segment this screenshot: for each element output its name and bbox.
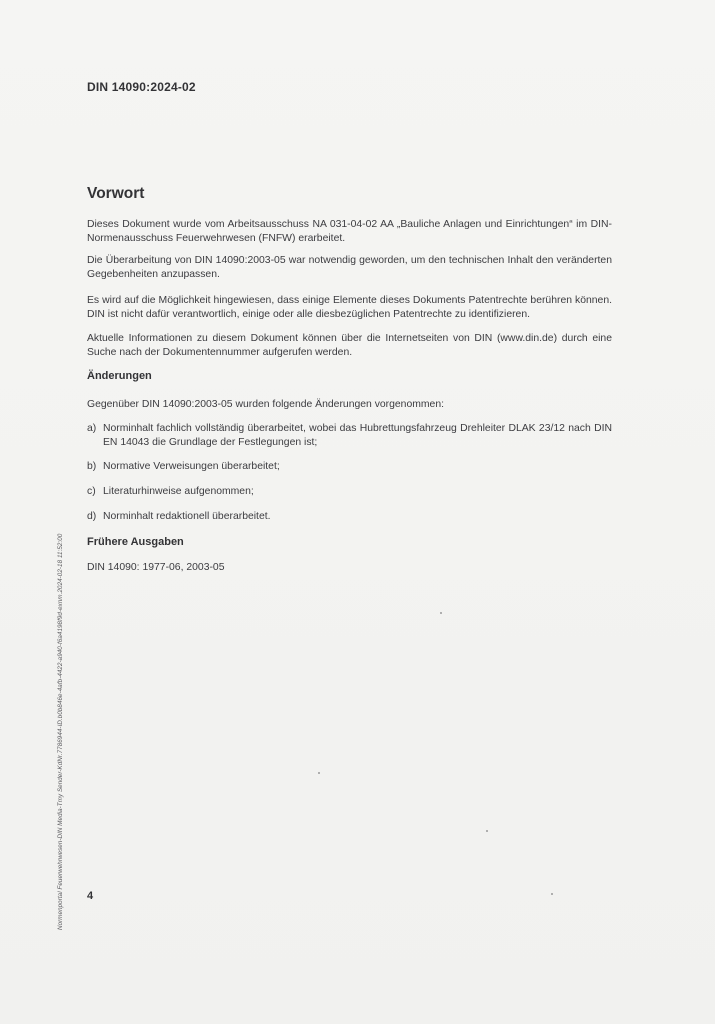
- paragraph-information: Aktuelle Informationen zu diesem Dokument können über die Internetseiten von DIN (www.din.de) durch eine Suche nach der Dokumentennummer aufgerufen werden.: [87, 333, 612, 358]
- list-item: [87, 510, 612, 524]
- editions-heading: Frühere Ausgaben: [87, 536, 184, 548]
- changes-heading: Änderungen: [87, 370, 152, 382]
- page-number: 4: [87, 890, 94, 902]
- list-item-text: Normative Verweisungen überarbeitet;: [103, 461, 280, 472]
- scan-speck: [318, 772, 320, 774]
- list-item: [87, 485, 612, 499]
- list-marker: c): [87, 486, 96, 497]
- list-item: [87, 422, 612, 450]
- side-stamp: Normenportal Feuerwehrwesen-DIN Media-Tmy Sender-KdNr.7786944-ID.b0b846e-4afb-4422-a940-f6a4198f9d-exnm.2024-02-18 11:52:00: [57, 533, 64, 930]
- document-id: DIN 14090:2024-02: [87, 80, 196, 94]
- scan-speck: [551, 893, 553, 895]
- list-item: [87, 460, 612, 474]
- list-item-text: Literaturhinweise aufgenommen;: [103, 486, 254, 497]
- list-item-text: Norminhalt redaktionell überarbeitet.: [103, 511, 271, 522]
- paragraph-patents: Es wird auf die Möglichkeit hingewiesen, dass einige Elemente dieses Dokuments Patentrechte berühren können. DIN ist nicht dafür verantwortlich, einige oder alle diesbezüglichen Patentrechte zu identifizieren.: [87, 295, 612, 320]
- scan-speck: [486, 830, 488, 832]
- scan-speck: [440, 612, 442, 614]
- list-marker: d): [87, 511, 97, 522]
- list-marker: b): [87, 461, 97, 472]
- foreword-heading: Vorwort: [87, 185, 145, 202]
- paragraph-committee: Dieses Dokument wurde vom Arbeitsausschuss NA 031-04-02 AA „Bauliche Anlagen und Einrichtungen“ im DIN-Normenausschuss Feuerwehrwesen (FNFW) erarbeitet.: [87, 219, 612, 244]
- list-item-text: Norminhalt fachlich vollständig überarbeitet, wobei das Hubrettungsfahrzeug Drehleiter DLAK 23/12 nach DIN EN 14043 die Grundlage der Festlegungen ist;: [103, 423, 612, 448]
- paragraph-revision: Die Überarbeitung von DIN 14090:2003-05 war notwendig geworden, um den technischen Inhalt den veränderten Gegebenheiten anzupassen.: [87, 255, 612, 280]
- changes-intro: Gegenüber DIN 14090:2003-05 wurden folgende Änderungen vorgenommen:: [87, 399, 444, 410]
- editions-text: DIN 14090: 1977-06, 2003-05: [87, 562, 225, 573]
- list-marker: a): [87, 423, 97, 434]
